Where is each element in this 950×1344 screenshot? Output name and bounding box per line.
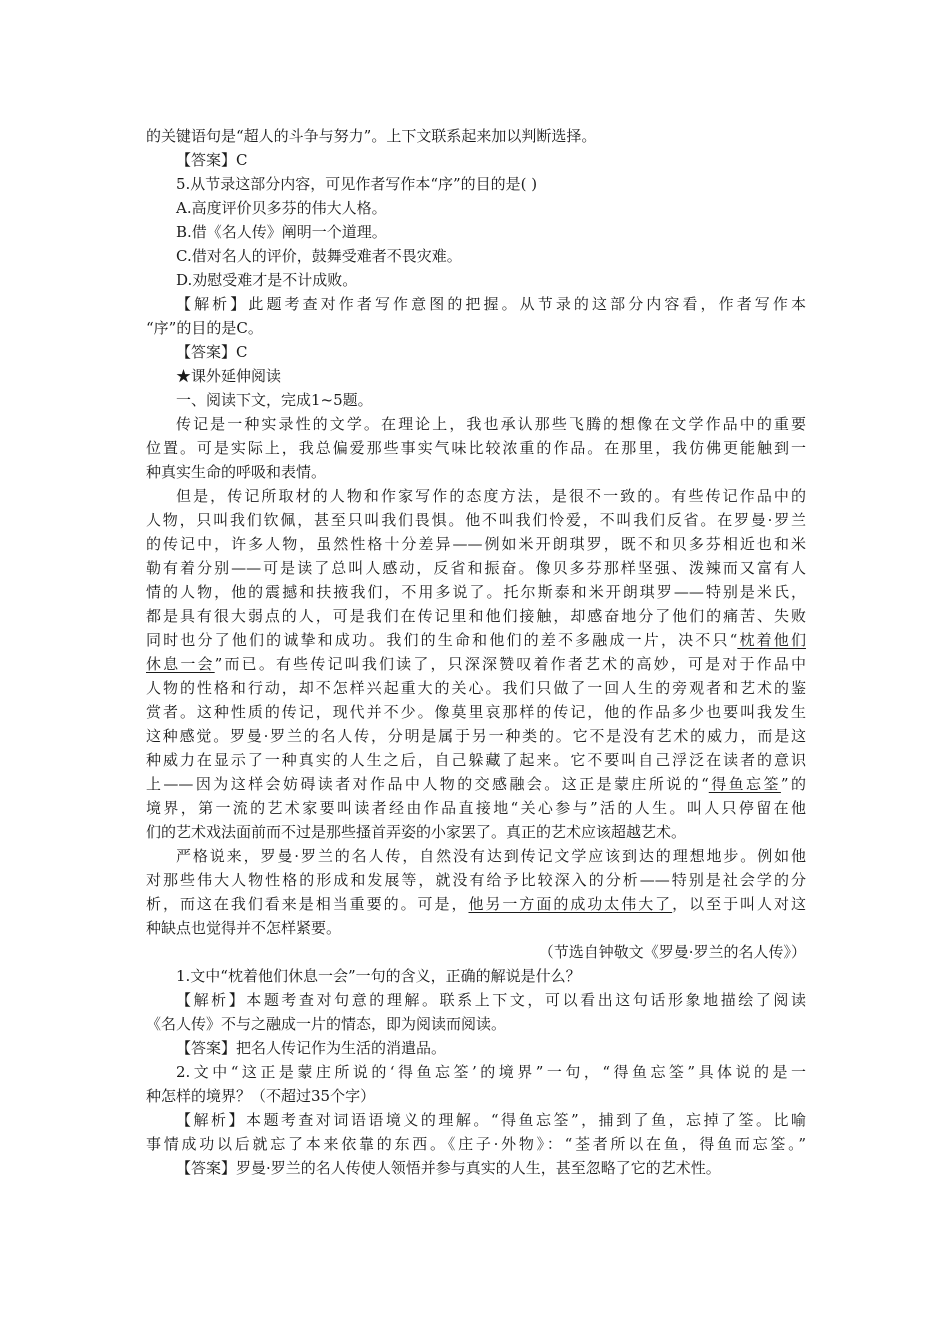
text-line xyxy=(146,148,806,172)
text-line xyxy=(146,268,806,292)
line-text: A.高度评价贝多芬的伟大人格。 xyxy=(176,199,387,217)
line-text: 上——因为这样会妨碍读者对作品中人物的交感融会。这正是蒙庄所说的“ xyxy=(146,775,709,793)
line-text: 人物，只叫我们钦佩，甚至只叫我们畏惧。他不叫我们怜爱，不叫我们反省。在罗曼·罗兰 xyxy=(146,511,806,529)
line-text: 们的艺术戏法面前而不过是那些搔首弄姿的小家罢了。真正的艺术应该超越艺术。 xyxy=(146,823,687,841)
line-text: 情的人物，他的震撼和扶掖我们，不用多说了。托尔斯泰和米开朗琪罗——特别是米氏， xyxy=(146,583,806,601)
text-line xyxy=(146,1108,806,1132)
text-line xyxy=(146,964,806,988)
text-line xyxy=(146,244,806,268)
text-line xyxy=(146,868,806,892)
text-line xyxy=(146,724,806,748)
text-line xyxy=(146,700,806,724)
line-text: 传记是一种实录性的文学。在理论上，我也承认那些飞腾的想像在文学作品中的重要 xyxy=(176,415,806,433)
text-line xyxy=(146,292,806,316)
underlined-phrase: 枕着他们 xyxy=(737,631,806,649)
text-line xyxy=(146,1036,806,1060)
text-line xyxy=(146,652,806,676)
document-body xyxy=(146,124,806,1180)
text-line xyxy=(146,196,806,220)
line-text: 5.从节录这部分内容，可见作者写作本“序”的目的是( ) xyxy=(176,175,538,193)
line-text: 【答案】C xyxy=(176,151,248,169)
underlined-phrase: 他另一方面的成功太伟大了 xyxy=(468,895,673,913)
line-text: C.借对名人的评价，鼓舞受难者不畏灾难。 xyxy=(176,247,462,265)
line-text: 【答案】罗曼·罗兰的名人传使人领悟并参与真实的人生，甚至忽略了它的艺术性。 xyxy=(176,1159,721,1177)
line-text: 位置。可是实际上，我总偏爱那些事实气味比较浓重的作品。在那里，我仿佛更能触到一 xyxy=(146,439,806,457)
text-line xyxy=(146,916,806,940)
text-line xyxy=(146,460,806,484)
line-text: 《名人传》不与之融成一片的情态，即为阅读而阅读。 xyxy=(146,1015,507,1033)
line-text: 析，而这在我们看来是相当重要的。可是， xyxy=(146,895,469,913)
line-text: 这种感觉。罗曼·罗兰的名人传，分明是属于另一种类的。它不是没有艺术的威力，而是这 xyxy=(146,727,806,745)
line-text: 1.文中“枕着他们休息一会”一句的含义，正确的解说是什么？ xyxy=(176,967,581,985)
text-line xyxy=(146,940,806,964)
line-text: ”的 xyxy=(780,775,806,793)
line-text: 事情成功以后就忘了本来依靠的东西。《庄子·外物》：“荃者所以在鱼，得鱼而忘筌。” xyxy=(146,1135,806,1153)
text-line xyxy=(146,364,806,388)
line-text: 【答案】把名人传记作为生活的消遣品。 xyxy=(176,1039,447,1057)
line-text: 2.文中“这正是蒙庄所说的‘得鱼忘筌’的境界”一句，“得鱼忘筌”具体说的是一 xyxy=(176,1063,806,1081)
text-line xyxy=(146,220,806,244)
line-text: （节选自钟敬文《罗曼·罗兰的名人传》） xyxy=(538,943,806,961)
line-text: 种怎样的境界？（不超过35个字） xyxy=(146,1087,376,1105)
line-text: B.借《名人传》阐明一个道理。 xyxy=(176,223,387,241)
line-text: 种威力在显示了一种真实的人生之后，自己躲藏了起来。它不要叫自己浮泛在读者的意识 xyxy=(146,751,806,769)
text-line xyxy=(146,772,806,796)
line-text: 对那些伟大人物性格的形成和发展等，就没有给予比较深入的分析——特别是社会学的分 xyxy=(146,871,806,889)
text-line xyxy=(146,748,806,772)
line-text: 人物的性格和行动，却不怎样兴起重大的关心。我们只做了一回人生的旁观者和艺术的鉴 xyxy=(146,679,806,697)
text-line xyxy=(146,388,806,412)
text-line xyxy=(146,340,806,364)
line-text: 的传记中，许多人物，虽然性格十分差异——例如米开朗琪罗，既不和贝多芬相近也和米 xyxy=(146,535,806,553)
line-text: 【解析】此题考查对作者写作意图的把握。从节录的这部分内容看，作者写作本 xyxy=(176,295,806,313)
text-line xyxy=(146,844,806,868)
line-text: “序”的目的是C。 xyxy=(146,319,263,337)
text-line xyxy=(146,412,806,436)
line-text: 但是，传记所取材的人物和作家写作的态度方法，是很不一致的。有些传记作品中的 xyxy=(176,487,806,505)
line-text: 【解析】本题考查对词语语境义的理解。“得鱼忘筌”，捕到了鱼，忘掉了筌。比喻 xyxy=(176,1111,806,1129)
text-line xyxy=(146,580,806,604)
line-text: 一、阅读下文，完成1~5题。 xyxy=(176,391,373,409)
line-text: D.劝慰受难才是不计成败。 xyxy=(176,271,358,289)
text-line xyxy=(146,484,806,508)
line-text: 【解析】本题考查对句意的理解。联系上下文，可以看出这句话形象地描绘了阅读 xyxy=(176,991,806,1009)
line-text: 都是具有很大弱点的人，可是我们在传记里和他们接触，却感奋地分了他们的痛苦、失败 xyxy=(146,607,806,625)
text-line xyxy=(146,628,806,652)
line-text: 种缺点也觉得并不怎样紧要。 xyxy=(146,919,342,937)
text-line xyxy=(146,508,806,532)
line-text: 【答案】C xyxy=(176,343,248,361)
text-line xyxy=(146,316,806,340)
line-text: 同时也分了他们的诚挚和成功。我们的生命和他们的差不多融成一片，决不只“ xyxy=(146,631,738,649)
text-line xyxy=(146,892,806,916)
line-text: ，以至于叫人对这 xyxy=(672,895,806,913)
text-line xyxy=(146,532,806,556)
text-line xyxy=(146,676,806,700)
line-text: 种真实生命的呼吸和表情。 xyxy=(146,463,327,481)
text-line xyxy=(146,1084,806,1108)
text-line xyxy=(146,604,806,628)
text-line xyxy=(146,172,806,196)
line-text: 的关键语句是“超人的斗争与努力”。上下文联系起来加以判断选择。 xyxy=(146,127,597,145)
line-text: ”而已。有些传记叫我们读了，只深深赞叹着作者艺术的高妙，可是对于作品中 xyxy=(214,655,806,673)
line-text: 勒有着分别——可是读了总叫人感动，反省和振奋。像贝多芬那样坚强、泼辣而又富有人 xyxy=(146,559,806,577)
text-line xyxy=(146,436,806,460)
underlined-phrase: 休息一会 xyxy=(146,655,215,673)
text-line xyxy=(146,1132,806,1156)
line-text: ★课外延伸阅读 xyxy=(176,367,282,385)
text-line xyxy=(146,1012,806,1036)
text-line xyxy=(146,820,806,844)
text-line xyxy=(146,1156,806,1180)
line-text: 赏者。这种性质的传记，现代并不少。像莫里哀那样的传记，他的作品多少也要叫我发生 xyxy=(146,703,806,721)
line-text: 境界，第一流的艺术家要叫读者经由作品直接地“关心参与”活的人生。叫人只停留在他 xyxy=(146,799,806,817)
text-line xyxy=(146,1060,806,1084)
underlined-phrase: 得鱼忘筌 xyxy=(708,775,781,793)
text-line xyxy=(146,988,806,1012)
text-line xyxy=(146,796,806,820)
line-text: 严格说来，罗曼·罗兰的名人传，自然没有达到传记文学应该到达的理想地步。例如他 xyxy=(176,847,806,865)
text-line xyxy=(146,124,806,148)
text-line xyxy=(146,556,806,580)
